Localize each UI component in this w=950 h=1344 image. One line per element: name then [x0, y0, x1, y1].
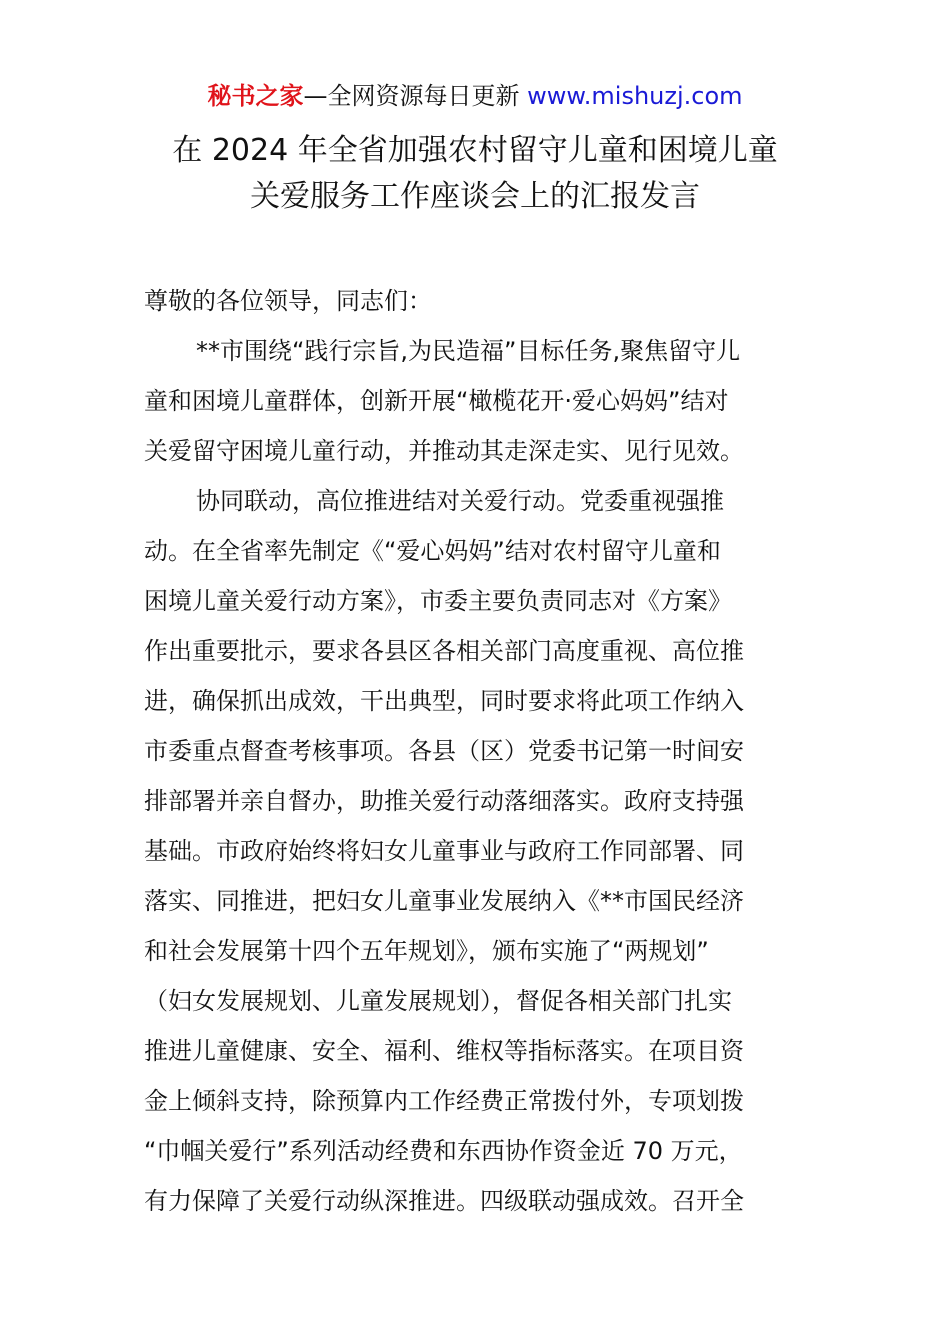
paragraph-line: 动。在全省率先制定《“爱心妈妈”结对农村留守儿童和	[144, 537, 721, 565]
paragraph-line: 关爱留守困境儿童行动，并推动其走深走实、见行见效。	[144, 437, 744, 465]
paragraph-line: 市委重点督查考核事项。各县（区）党委书记第一时间安	[144, 737, 744, 765]
paragraph-line: “巾帼关爱行”系列活动经费和东西协作资金近 70 万元，	[144, 1137, 743, 1165]
salutation: 尊敬的各位领导，同志们：	[144, 287, 432, 315]
paragraph-intro	[144, 326, 809, 476]
paragraph-line: 金上倾斜支持，除预算内工作经费正常拨付外，专项划拨	[144, 1087, 744, 1115]
site-url-link[interactable]: www.mishuzj.com	[527, 82, 743, 110]
title-line-2: 关爱服务工作座谈会上的汇报发言	[250, 179, 700, 214]
paragraph-line: 困境儿童关爱行动方案》，市委主要负责同志对《方案》	[144, 587, 732, 615]
title-line-1: 在 2024 年全省加强农村留守儿童和困境儿童	[172, 133, 778, 168]
paragraph-line: 有力保障了关爱行动纵深推进。四级联动强成效。召开全	[144, 1187, 744, 1215]
document-title	[0, 128, 950, 220]
paragraph-line: 进，确保抓出成效，干出典型，同时要求将此项工作纳入	[144, 687, 744, 715]
site-brand: 秘书之家	[207, 82, 304, 110]
paragraph-line: 推进儿童健康、安全、福利、维权等指标落实。在项目资	[144, 1037, 744, 1065]
site-tagline: —全网资源每日更新	[303, 82, 528, 110]
paragraph-line: 和社会发展第十四个五年规划》，颁布实施了“两规划”	[144, 937, 709, 965]
site-header	[0, 80, 950, 112]
paragraph-line: 基础。市政府始终将妇女儿童事业与政府工作同部署、同	[144, 837, 744, 865]
paragraph-line: 作出重要批示，要求各县区各相关部门高度重视、高位推	[144, 637, 744, 665]
document-body	[144, 276, 809, 1226]
paragraph-coordination	[144, 476, 809, 1226]
paragraph-line: （妇女发展规划、儿童发展规划），督促各相关部门扎实	[144, 987, 732, 1015]
paragraph-line: **市围绕“践行宗旨,为民造福”目标任务,聚焦留守儿	[196, 337, 741, 365]
paragraph-line: 落实、同推进，把妇女儿童事业发展纳入《**市国民经济	[144, 887, 744, 915]
paragraph-line: 童和困境儿童群体，创新开展“橄榄花开·爱心妈妈”结对	[144, 387, 729, 415]
paragraph-line: 协同联动，高位推进结对关爱行动。党委重视强推	[196, 487, 724, 515]
paragraph-line: 排部署并亲自督办，助推关爱行动落细落实。政府支持强	[144, 787, 744, 815]
